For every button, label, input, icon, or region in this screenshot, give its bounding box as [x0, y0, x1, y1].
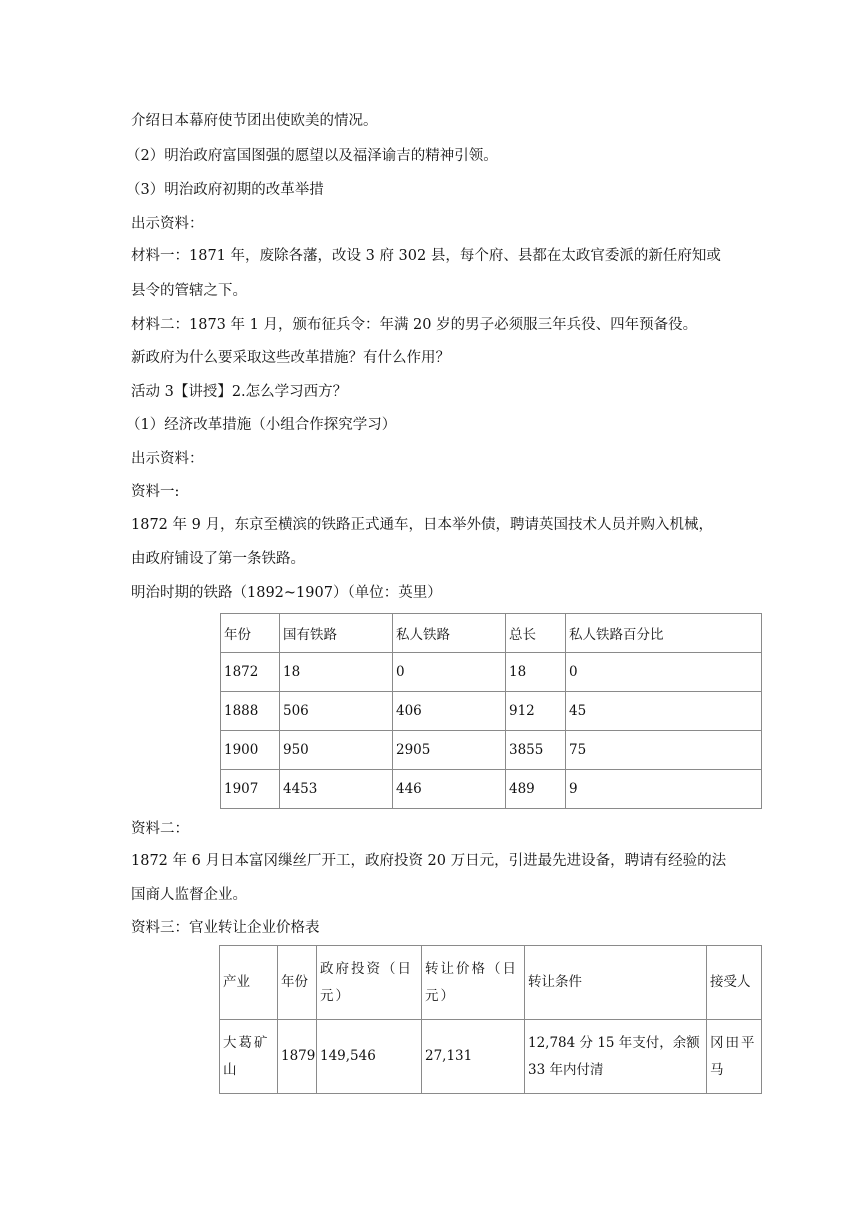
paragraph-line: 新政府为什么要采取这些改革措施？有什么作用？ [131, 350, 450, 366]
table-cell: 0 [566, 653, 762, 692]
table-cell: 1888 [221, 692, 280, 731]
table-caption: 资料三：官业转让企业价格表 [131, 920, 320, 936]
paragraph-line: 1872 年 6 月日本富冈缫丝厂开工，政府投资 20 万日元，引进最先进设备，聘请有经验的法 [131, 853, 727, 869]
header-cell: 总长 [506, 614, 566, 653]
paragraph-line: 出示资料： [131, 216, 204, 232]
header-cell: 年份 [221, 614, 280, 653]
transfer-price-table [219, 945, 762, 1094]
paragraph-line: 资料二： [131, 821, 189, 837]
paragraph-line: 材料二：1873 年 1 月，颁布征兵令：年满 20 岁的男子必须服三年兵役、四年预备役。 [131, 317, 698, 333]
paragraph-line: 1872 年 9 月，东京至横滨的铁路正式通车，日本举外债，聘请英国技术人员并购入机械， [131, 517, 713, 533]
table-header-row [221, 614, 762, 653]
header-cell: 私人铁路 [393, 614, 506, 653]
table-row [220, 1020, 762, 1094]
header-cell: 接受人 [707, 946, 762, 1020]
table-cell: 45 [566, 692, 762, 731]
table-caption: 明治时期的铁路（1892~1907）（单位：英里） [131, 585, 442, 601]
table-cell: 2905 [393, 731, 506, 770]
header-cell: 政府投资（日元） [317, 946, 422, 1020]
header-cell: 国有铁路 [280, 614, 393, 653]
table-cell: 3855 [506, 731, 566, 770]
header-cell: 转让价格（日元） [422, 946, 525, 1020]
table-row [221, 692, 762, 731]
table-cell: 950 [280, 731, 393, 770]
table-cell: 18 [280, 653, 393, 692]
table-cell: 149,546 [317, 1020, 422, 1094]
table-row [221, 770, 762, 809]
paragraph-line: 资料一: [131, 484, 180, 500]
header-cell: 私人铁路百分比 [566, 614, 762, 653]
header-cell: 产业 [220, 946, 278, 1020]
table-cell: 912 [506, 692, 566, 731]
table-cell: 4453 [280, 770, 393, 809]
paragraph-line: （2）明治政府富国图强的愿望以及福泽谕吉的精神引领。 [126, 148, 498, 164]
table-header-row [220, 946, 762, 1020]
table-cell: 冈田平马 [707, 1020, 762, 1094]
header-cell: 转让条件 [525, 946, 707, 1020]
table-cell: 1907 [221, 770, 280, 809]
railway-table [220, 613, 762, 809]
paragraph-line: 国商人监督企业。 [131, 887, 247, 903]
header-cell: 年份 [278, 946, 317, 1020]
table-cell: 1872 [221, 653, 280, 692]
table-cell: 27,131 [422, 1020, 525, 1094]
table-cell: 18 [506, 653, 566, 692]
table-cell: 9 [566, 770, 762, 809]
paragraph-line: 材料一：1871 年，废除各藩，改设 3 府 302 县，每个府、县都在太政官委派的新任府知或 [131, 248, 721, 264]
paragraph-line: 由政府铺设了第一条铁路。 [131, 551, 305, 567]
paragraph-line: （3）明治政府初期的改革举措 [126, 182, 324, 198]
table-cell: 406 [393, 692, 506, 731]
table-cell: 12,784 分 15 年支付，余额 33 年内付清 [525, 1020, 707, 1094]
table-cell: 1879 [278, 1020, 317, 1094]
table-cell: 506 [280, 692, 393, 731]
table-cell: 1900 [221, 731, 280, 770]
paragraph-line: （1）经济改革措施（小组合作探究学习） [126, 417, 397, 433]
table-cell: 75 [566, 731, 762, 770]
table-row [221, 653, 762, 692]
paragraph-line: 介绍日本幕府使节团出使欧美的情况。 [131, 113, 378, 129]
paragraph-line: 活动 3【讲授】2.怎么学习西方？ [131, 384, 348, 400]
table-cell: 489 [506, 770, 566, 809]
table-cell: 446 [393, 770, 506, 809]
table-row [221, 731, 762, 770]
table-cell: 0 [393, 653, 506, 692]
table-cell: 大葛矿山 [220, 1020, 278, 1094]
paragraph-line: 县令的管辖之下。 [131, 283, 247, 299]
paragraph-line: 出示资料： [131, 451, 204, 467]
